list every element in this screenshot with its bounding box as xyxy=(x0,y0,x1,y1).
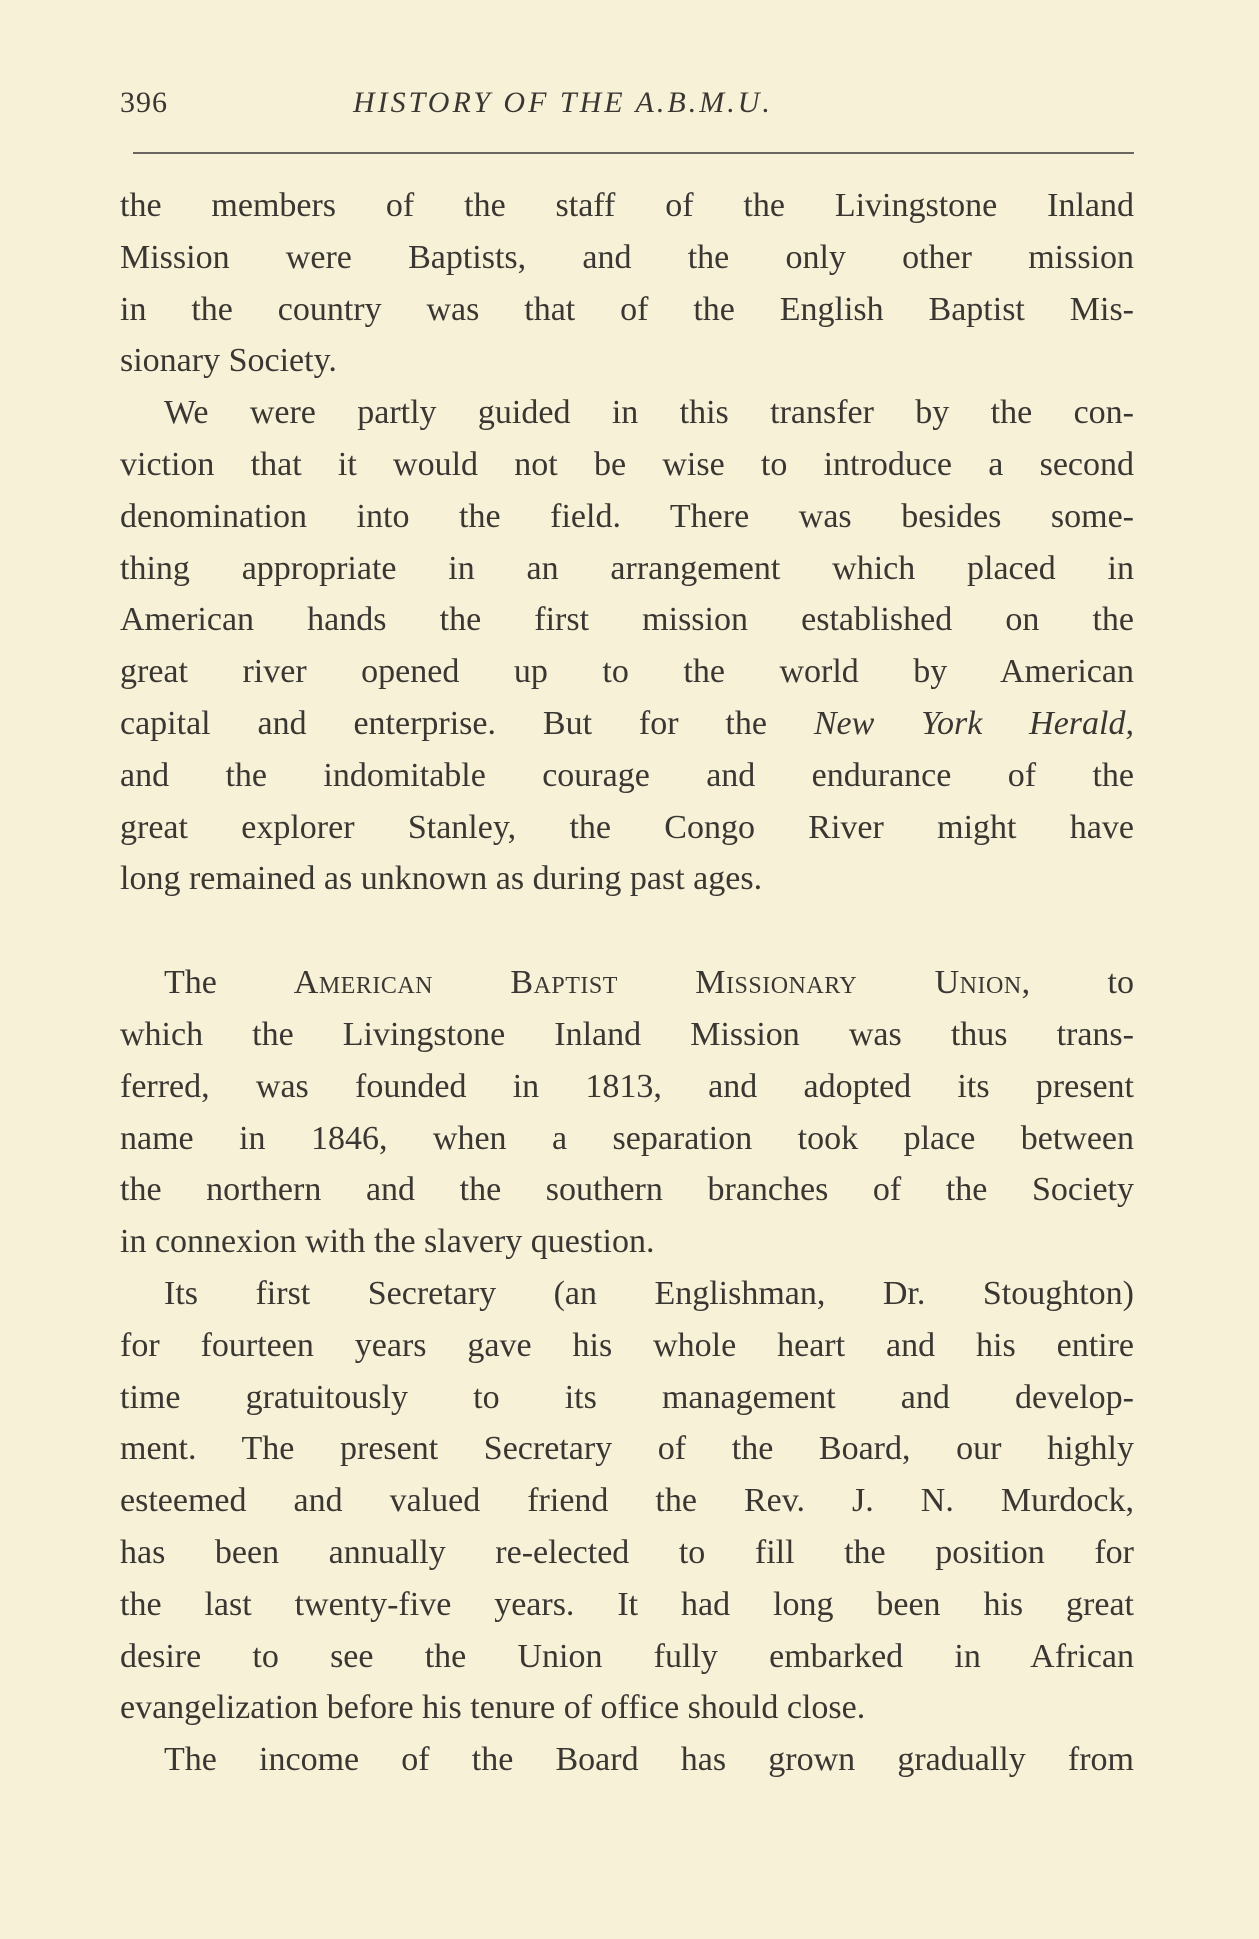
text-segment: to xyxy=(1030,964,1134,1002)
body-text xyxy=(120,180,1134,1786)
text-line: the northern and the southern branches of the Society xyxy=(120,1171,1134,1209)
paragraph-5 xyxy=(120,1734,1134,1786)
text-line: Its first Secretary (an Englishman, Dr. Stoughton) xyxy=(164,1274,1134,1312)
text-line: viction that it would not be wise to introduce a second xyxy=(120,445,1134,483)
italic-title: New York Herald, xyxy=(813,704,1134,742)
text-segment: The xyxy=(164,964,294,1002)
header-rule xyxy=(133,152,1134,154)
text-line: Mission were Baptists, and the only other mission xyxy=(120,238,1134,276)
small-caps-name: American Baptist Missionary Union, xyxy=(293,964,1031,1002)
text-line-mixed xyxy=(120,957,1134,1009)
page-number: 396 xyxy=(120,86,168,119)
text-line: name in 1846, when a separation took place between xyxy=(120,1119,1134,1157)
text-line: the last twenty-five years. It had long been his great xyxy=(120,1585,1134,1623)
text-line-mixed xyxy=(120,698,1134,750)
paragraph-1 xyxy=(120,180,1134,387)
text-line: great river opened up to the world by American xyxy=(120,653,1134,691)
text-line: denomination into the field. There was besides some- xyxy=(120,497,1134,535)
text-line: which the Livingstone Inland Mission was thus trans- xyxy=(120,1015,1134,1053)
text-line: ment. The present Secretary of the Board, our highly xyxy=(120,1430,1134,1468)
paragraph-4 xyxy=(120,1268,1134,1734)
text-line: We were partly guided in this transfer by the con- xyxy=(164,394,1134,432)
text-line: ferred, was founded in 1813, and adopted its present xyxy=(120,1067,1134,1105)
text-line: long remained as unknown as during past ages. xyxy=(120,860,763,898)
text-line: esteemed and valued friend the Rev. J. N. Murdock, xyxy=(120,1482,1134,1520)
running-title: HISTORY OF THE A.B.M.U. xyxy=(353,86,773,119)
text-line: The income of the Board has grown gradually from xyxy=(164,1741,1134,1779)
text-segment: capital and enterprise. But for the xyxy=(120,704,814,742)
text-line: the members of the staff of the Livingstone Inland xyxy=(120,187,1134,224)
text-line: desire to see the Union fully embarked in African xyxy=(120,1637,1134,1675)
text-line: has been annually re-elected to fill the position for xyxy=(120,1533,1134,1571)
text-line: American hands the first mission established on the xyxy=(120,601,1134,639)
text-line: sionary Society. xyxy=(120,342,337,380)
paragraph-3 xyxy=(120,957,1134,1268)
text-line: evangelization before his tenure of office should close. xyxy=(120,1689,866,1727)
section-gap xyxy=(120,905,1134,957)
text-line: and the indomitable courage and endurance of the xyxy=(120,756,1134,794)
page-header xyxy=(120,86,1134,126)
text-line: thing appropriate in an arrangement which placed in xyxy=(120,549,1134,587)
text-line: in connexion with the slavery question. xyxy=(120,1223,655,1261)
text-line: in the country was that of the English Baptist Mis- xyxy=(120,290,1134,328)
text-line: great explorer Stanley, the Congo River might have xyxy=(120,808,1134,846)
text-line: for fourteen years gave his whole heart and his entire xyxy=(120,1326,1134,1364)
text-line: time gratuitously to its management and develop- xyxy=(120,1378,1134,1416)
paragraph-2 xyxy=(120,387,1134,905)
